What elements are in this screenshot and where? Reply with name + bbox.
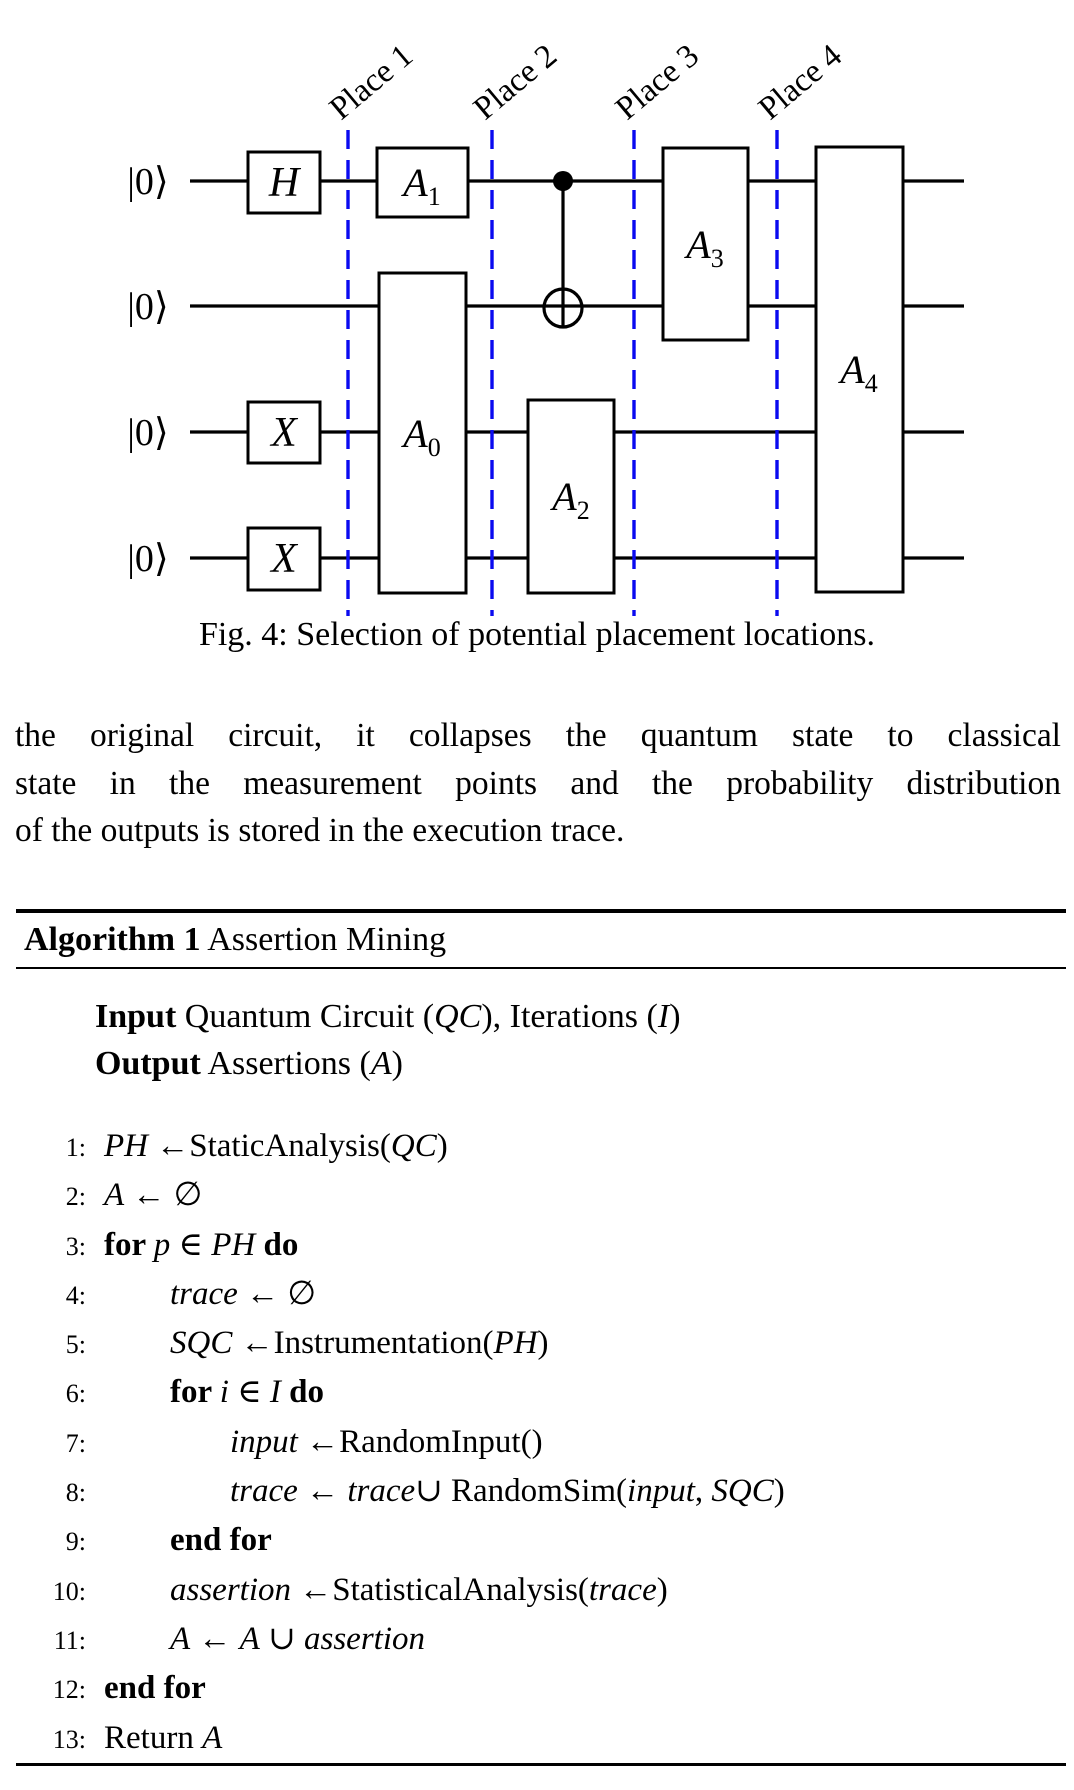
line-number: 13: bbox=[52, 1724, 86, 1754]
line-number: 7: bbox=[65, 1428, 86, 1458]
text-run: SQC bbox=[170, 1325, 233, 1362]
gate-label-a0-sub: 0 bbox=[427, 433, 441, 462]
text-run: ←StaticAnalysis( bbox=[148, 1128, 391, 1164]
algorithm-line bbox=[16, 1664, 1066, 1713]
gate-label-a3-base: A bbox=[686, 222, 711, 267]
text-run: QC bbox=[434, 998, 482, 1035]
text-run: A bbox=[202, 1719, 223, 1756]
line-number: 9: bbox=[65, 1527, 86, 1557]
algorithm-io-line bbox=[95, 1040, 1066, 1087]
gate-label-h: H bbox=[268, 160, 300, 206]
algorithm-line bbox=[16, 1319, 1066, 1368]
text-run: trace bbox=[347, 1473, 416, 1510]
line-number: 6: bbox=[65, 1379, 86, 1409]
place-label-2: Place 2 bbox=[467, 37, 564, 128]
paragraph-line: the original circuit, it collapses the quantum state to classical bbox=[15, 717, 1061, 754]
statement bbox=[170, 1522, 272, 1558]
place-label-4: Place 4 bbox=[752, 37, 849, 128]
text-run: do bbox=[289, 1374, 325, 1411]
algorithm-title bbox=[16, 913, 1066, 967]
algorithm-line bbox=[16, 1714, 1066, 1763]
text-run: for bbox=[170, 1374, 220, 1411]
algorithm-line bbox=[16, 1221, 1066, 1270]
place-label-1: Place 1 bbox=[323, 37, 420, 128]
line-number: 2: bbox=[65, 1182, 86, 1212]
text-run: ) bbox=[537, 1325, 549, 1362]
text-run: PH bbox=[493, 1325, 538, 1362]
statement bbox=[104, 1128, 448, 1164]
statement bbox=[104, 1177, 202, 1213]
statement bbox=[170, 1621, 425, 1657]
text-run: QC bbox=[390, 1128, 437, 1164]
statement bbox=[104, 1227, 298, 1263]
algorithm-io bbox=[16, 993, 1066, 1087]
line-number: 12: bbox=[52, 1675, 86, 1705]
text-run: assertion bbox=[170, 1571, 292, 1608]
text-run: end for bbox=[104, 1670, 206, 1707]
algorithm-line bbox=[16, 1368, 1066, 1417]
text-run: trace bbox=[588, 1571, 657, 1608]
ket-label-q1: |0⟩ bbox=[127, 161, 169, 203]
algorithm-block bbox=[16, 909, 1066, 1766]
text-run: A bbox=[370, 1045, 392, 1082]
line-number: 3: bbox=[65, 1231, 86, 1261]
text-run: PH bbox=[104, 1128, 148, 1164]
text-run: p bbox=[153, 1226, 171, 1263]
gate-label-a3-sub: 3 bbox=[710, 244, 724, 273]
cnot-control-dot bbox=[553, 171, 573, 191]
gate-label-a2-sub: 2 bbox=[576, 496, 590, 525]
text-run: Output bbox=[95, 1045, 201, 1082]
gate-label-a1-base: A bbox=[403, 160, 428, 205]
gate-label-a2-base: A bbox=[552, 474, 577, 519]
line-number: 11: bbox=[53, 1625, 86, 1655]
statement bbox=[104, 1720, 222, 1756]
statement bbox=[170, 1374, 324, 1410]
text-run: Assertion Mining bbox=[200, 921, 447, 958]
algorithm-bottom-rule bbox=[16, 1763, 1066, 1766]
text-run: ∈ bbox=[170, 1226, 212, 1263]
text-run: trace bbox=[230, 1473, 298, 1510]
text-run bbox=[281, 1374, 289, 1410]
text-run: Input bbox=[95, 998, 177, 1035]
text-run: input bbox=[230, 1423, 298, 1460]
ket-label-q3: |0⟩ bbox=[127, 412, 169, 454]
place-label-3: Place 3 bbox=[609, 37, 706, 128]
text-run: assertion bbox=[304, 1620, 426, 1657]
algorithm-io-line bbox=[95, 993, 1066, 1040]
algorithm-lines bbox=[16, 1122, 1066, 1763]
text-run: ) bbox=[436, 1128, 448, 1164]
figure-caption: Fig. 4: Selection of potential placement locations. bbox=[198, 616, 876, 653]
algorithm-line bbox=[16, 1418, 1066, 1467]
text-run: ) bbox=[391, 1045, 403, 1082]
algorithm-line bbox=[16, 1516, 1066, 1565]
text-run: Assertions ( bbox=[200, 1045, 371, 1082]
text-run: input bbox=[627, 1473, 695, 1510]
text-run: ) bbox=[669, 998, 681, 1035]
text-run: Return bbox=[104, 1719, 203, 1756]
gate-label-a1-sub: 1 bbox=[427, 182, 441, 211]
statement bbox=[230, 1473, 785, 1509]
algorithm-line bbox=[16, 1615, 1066, 1664]
statement bbox=[230, 1424, 543, 1460]
ket-label-q4: |0⟩ bbox=[127, 538, 169, 580]
statement bbox=[170, 1276, 316, 1312]
line-number: 1: bbox=[65, 1133, 86, 1162]
text-run: do bbox=[263, 1226, 299, 1263]
algorithm-line bbox=[16, 1566, 1066, 1615]
text-run: , bbox=[694, 1473, 712, 1510]
text-run: ←RandomInput() bbox=[297, 1423, 543, 1460]
text-run: end for bbox=[170, 1522, 272, 1559]
paragraph-line: of the outputs is stored in the execution trace. bbox=[15, 812, 625, 849]
gate-label-a0-base: A bbox=[403, 411, 428, 456]
text-run: A bbox=[170, 1620, 191, 1657]
text-run: ← bbox=[297, 1473, 348, 1510]
text-run: A bbox=[239, 1620, 260, 1657]
text-run: PH bbox=[211, 1226, 256, 1263]
text-run: A bbox=[104, 1177, 125, 1214]
algorithm-line bbox=[16, 1122, 1066, 1171]
body-paragraph bbox=[15, 712, 1061, 855]
line-number: 4: bbox=[65, 1280, 86, 1310]
text-run: ←StatisticalAnalysis( bbox=[291, 1571, 589, 1608]
gate-label-a4-base: A bbox=[840, 347, 865, 392]
gate-label-x-q4: X bbox=[271, 536, 297, 582]
paragraph-line: state in the measurement points and the probability distribution bbox=[15, 764, 1061, 802]
algorithm-line bbox=[16, 1270, 1066, 1319]
text-run: ∪ bbox=[259, 1620, 304, 1657]
text-run: Quantum Circuit ( bbox=[176, 998, 435, 1035]
text-run: for bbox=[104, 1226, 154, 1263]
text-run: ← bbox=[190, 1620, 240, 1657]
text-run: SQC bbox=[711, 1473, 774, 1510]
text-run: ), Iterations ( bbox=[481, 998, 658, 1035]
statement bbox=[104, 1670, 206, 1706]
text-run: ) bbox=[773, 1473, 785, 1510]
text-run: I bbox=[657, 998, 670, 1035]
text-run: ← ∅ bbox=[237, 1275, 317, 1312]
line-number: 10: bbox=[52, 1576, 86, 1606]
statement bbox=[170, 1572, 668, 1608]
text-run: ∈ bbox=[228, 1374, 270, 1411]
text-run: ∪ RandomSim( bbox=[415, 1473, 628, 1510]
ket-label-q2: |0⟩ bbox=[127, 286, 169, 328]
gate-label-a4-sub: 4 bbox=[864, 369, 878, 398]
text-run: ←Instrumentation( bbox=[232, 1325, 494, 1362]
text-run: ) bbox=[656, 1571, 668, 1608]
line-number: 8: bbox=[65, 1478, 86, 1508]
text-run: trace bbox=[170, 1275, 238, 1312]
algorithm-line bbox=[16, 1171, 1066, 1220]
algorithm-header-rule bbox=[16, 967, 1066, 969]
text-run: I bbox=[269, 1374, 281, 1411]
text-run: Algorithm 1 bbox=[24, 921, 201, 958]
algorithm-line bbox=[16, 1467, 1066, 1516]
text-run: ← ∅ bbox=[124, 1177, 203, 1214]
gate-label-x-q3: X bbox=[271, 410, 297, 456]
text-run: i bbox=[219, 1374, 229, 1411]
circuit-figure bbox=[0, 0, 1074, 660]
line-number: 5: bbox=[65, 1330, 86, 1360]
statement bbox=[170, 1325, 549, 1361]
